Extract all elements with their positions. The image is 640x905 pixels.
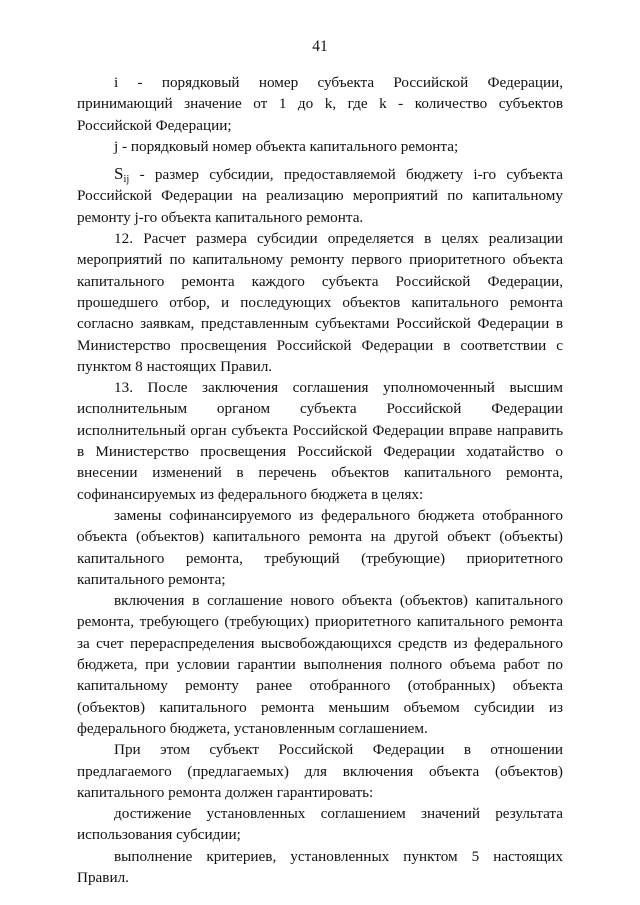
body-text (77, 72, 563, 888)
paragraph-criteria: выполнение критериев, установленных пунктом 5 настоящих Правил. (77, 847, 563, 886)
definition-j: j - порядковый номер объекта капитального ремонта; (114, 137, 459, 155)
definition-i: i - порядковый номер субъекта Российской Федерации, принимающий значение от 1 до k, где k - количество субъектов Российской Федерации; (77, 74, 563, 134)
paragraph-achievement: достижение установленных соглашением значений результата использования субсидии; (77, 805, 563, 844)
paragraph-replacement: замены софинансируемого из федерального бюджета отобранного объекта (объектов) капитального ремонта на другой объект (объекты) капитального ремонта, требующий (требующие) приоритетного капитального ремонта; (77, 506, 563, 588)
page-number: 41 (312, 38, 328, 55)
paragraph-inclusion: включения в соглашение нового объекта (объектов) капитального ремонта, требующего (требующих) приоритетного капитального ремонта за счет перераспределения высвобождающихся средств из федерального бюджета, при условии гарантии выполнения полного объема работ по капитальному ремонту ранее отобранного (отобранных) объекта (объектов) капитального ремонта меньшим объемом субсидии из федерального бюджета, установленным соглашением. (77, 592, 563, 737)
definition-sij (77, 163, 563, 228)
definition-sij-text: - размер субсидии, предоставляемой бюджету i-го субъекта Российской Федерации на реализацию мероприятий по капитальному ремонту j-го объекта капитального ремонта. (77, 166, 563, 226)
paragraph-guarantee: При этом субъект Российской Федерации в отношении предлагаемого (предлагаемых) для включения объекта (объектов) капитального ремонта должен гарантировать: (77, 741, 563, 801)
paragraph-12: 12. Расчет размера субсидии определяется в целях реализации мероприятий по капитальному ремонту первого приоритетного объекта капитального ремонта каждого субъекта Российской Федерации, прошедшего отбор, и последующих объектов капитального ремонта согласно заявкам, представленным субъектами Российской Федерации в Министерство просвещения Российской Федерации в соответствии с пунктом 8 настоящих Правил. (77, 230, 563, 375)
paragraph-13: 13. После заключения соглашения уполномоченный высшим исполнительным органом субъекта Российской Федерации исполнительный орган субъекта Российской Федерации вправе направить в Министерство просвещения Российской Федерации ходатайство о внесении изменений в перечень объектов капитального ремонта, софинансируемых из федерального бюджета в целях: (77, 379, 563, 503)
symbol-letter: S (114, 164, 124, 184)
symbol-subscript: ij (123, 174, 130, 186)
subsidy-symbol (114, 164, 130, 186)
